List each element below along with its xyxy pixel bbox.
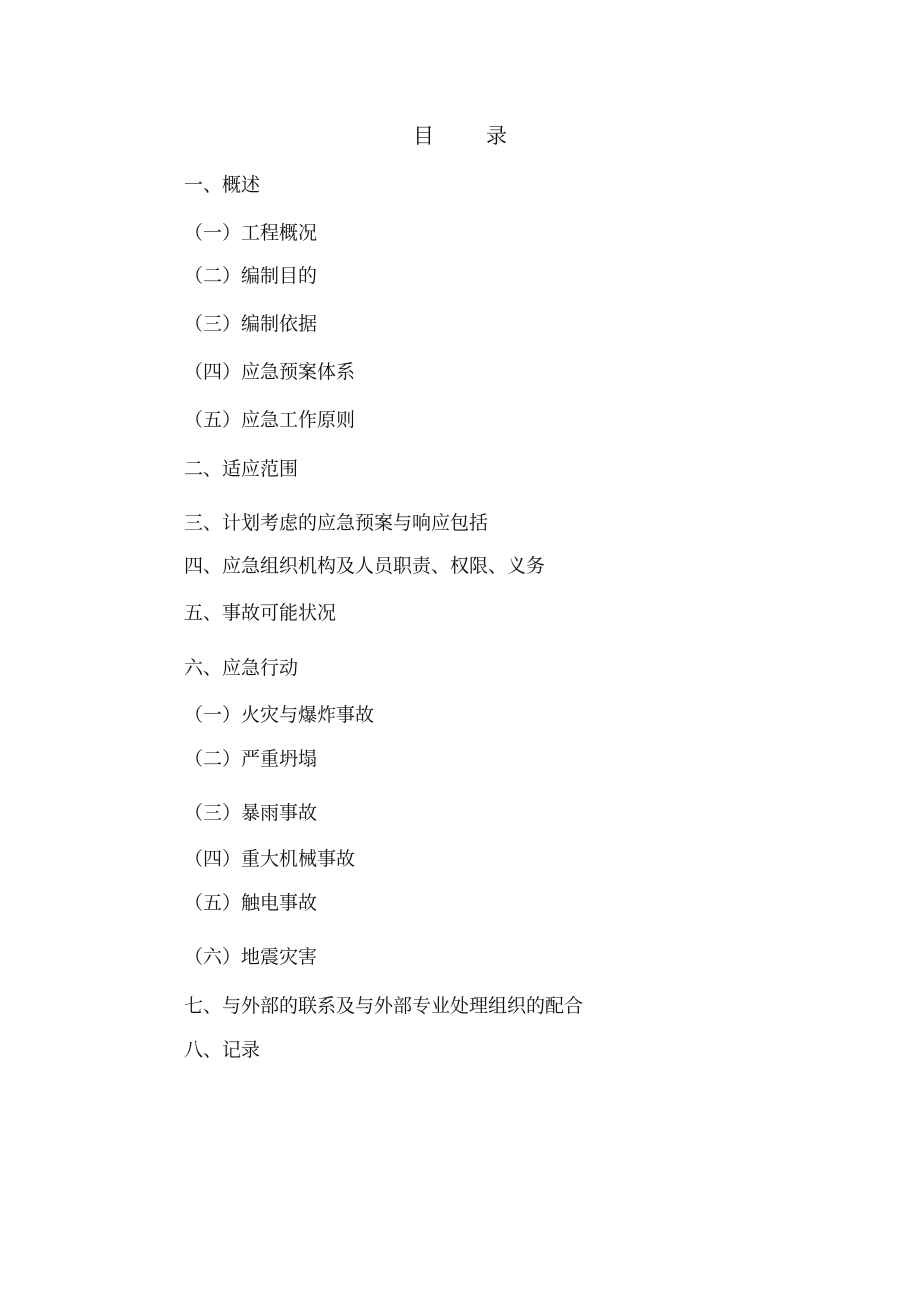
toc-entry: 一、概述 [184,174,261,196]
toc-entry: （二）编制目的 [184,265,318,287]
toc-entry: （六）地震灾害 [184,946,318,968]
toc-entry: 七、与外部的联系及与外部专业处理组织的配合 [184,995,584,1017]
toc-entry: （四）应急预案体系 [184,361,356,383]
toc-entry: （二）严重坍塌 [184,748,318,770]
toc-entry: （一）工程概况 [184,222,318,244]
toc-entry: 三、计划考虑的应急预案与响应包括 [184,512,489,534]
toc-entry: （一）火灾与爆炸事故 [184,704,375,726]
toc-entry: （五）触电事故 [184,892,318,914]
toc-entry: 二、适应范围 [184,458,299,480]
toc-entry: （五）应急工作原则 [184,409,356,431]
toc-entry: （四）重大机械事故 [184,848,356,870]
toc-entry: 八、记录 [184,1039,261,1061]
toc-entry: 四、应急组织机构及人员职责、权限、义务 [184,555,546,577]
toc-entry: （三）编制依据 [184,313,318,335]
toc-entry: 六、应急行动 [184,657,299,679]
toc-entry: 五、事故可能状况 [184,602,337,624]
toc-title: 目录 [413,124,559,148]
toc-entry: （三）暴雨事故 [184,802,318,824]
